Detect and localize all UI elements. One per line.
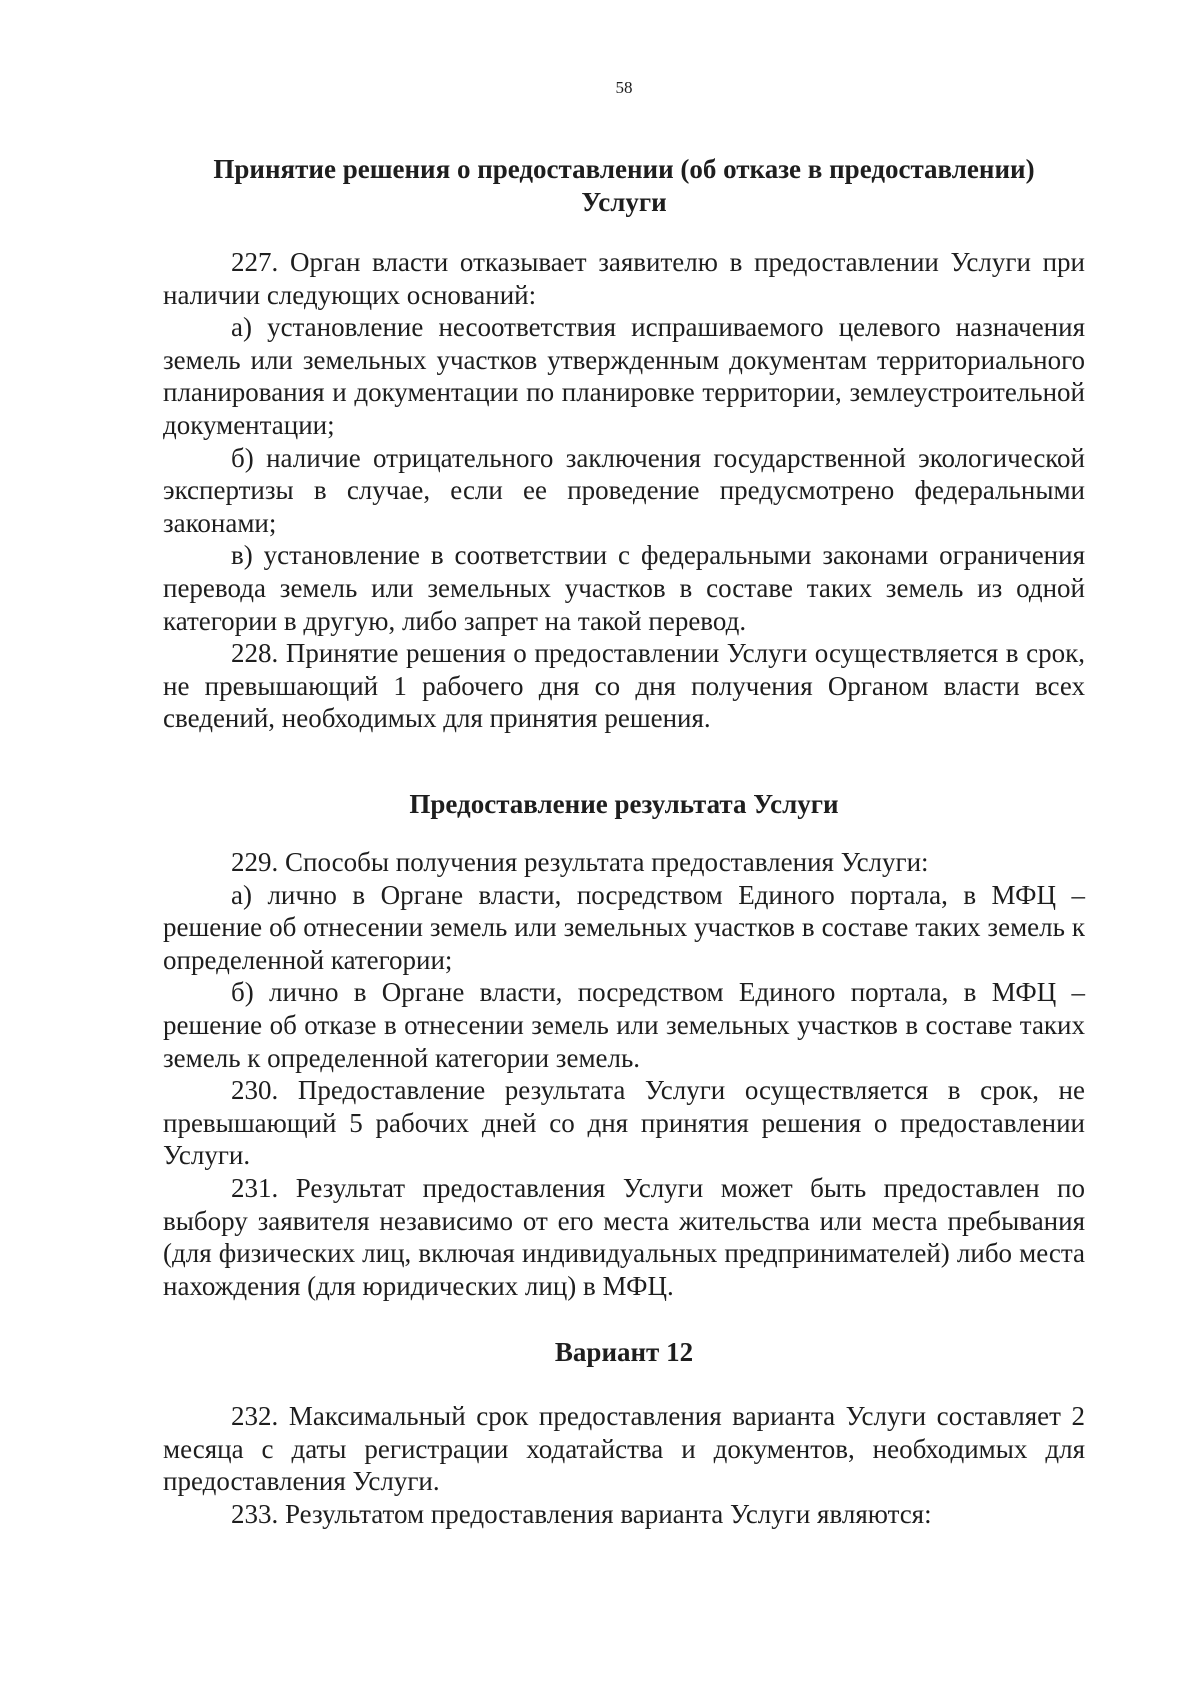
paragraph-227-c: в) установление в соответствии с федеральными законами ограничения перевода земель или земельных участков в составе таких земель из одной категории в другую, либо запрет на такой перевод. <box>163 540 1085 636</box>
paragraph-228: 228. Принятие решения о предоставлении Услуги осуществляется в срок, не превышающий 1 рабочего дня со дня получения Органом власти всех сведений, необходимых для принятия решения. <box>163 638 1085 734</box>
section-heading-line: Услуги <box>581 187 667 217</box>
page-number: 58 <box>615 78 633 97</box>
section-heading-decision <box>163 153 1085 219</box>
paragraph-227-a: а) установление несоответствия испрашиваемого целевого назначения земель или земельных участков утвержденным документам территориального планирования и документации по планировке территории, землеустроительной документации; <box>163 312 1085 440</box>
paragraph-230: 230. Предоставление результата Услуги осуществляется в срок, не превышающий 5 рабочих дней со дня принятия решения о предоставлении Услуги. <box>163 1075 1085 1171</box>
paragraph-229-b: б) лично в Органе власти, посредством Единого портала, в МФЦ – решение об отказе в отнесении земель или земельных участков в составе таких земель к определенной категории земель. <box>163 977 1085 1073</box>
paragraph-231: 231. Результат предоставления Услуги может быть предоставлен по выбору заявителя независимо от его места жительства или места пребывания (для физических лиц, включая индивидуальных предпринимателей) либо места нахождения (для юридических лиц) в МФЦ. <box>163 1172 1085 1301</box>
section-heading-result <box>163 788 1085 821</box>
section-body-result <box>163 846 1085 1302</box>
section-heading-variant <box>163 1336 1085 1369</box>
paragraph-232: 232. Максимальный срок предоставления варианта Услуги составляет 2 месяца с даты регистрации ходатайства и документов, необходимых для предоставления Услуги. <box>163 1401 1085 1497</box>
paragraph-233: 233. Результатом предоставления варианта Услуги являются: <box>231 1498 932 1529</box>
section-heading-line: Предоставление результата Услуги <box>409 789 839 819</box>
paragraph-227-b: б) наличие отрицательного заключения государственной экологической экспертизы в случае, если ее проведение предусмотрено федеральными законами; <box>163 442 1085 538</box>
section-body-variant <box>163 1400 1085 1530</box>
section-heading-line: Принятие решения о предоставлении (об отказе в предоставлении) <box>213 154 1035 184</box>
paragraph-227: 227. Орган власти отказывает заявителю в предоставлении Услуги при наличии следующих оснований: <box>163 247 1085 310</box>
paragraph-229: 229. Способы получения результата предоставления Услуги: <box>231 847 929 877</box>
paragraph-229-a: а) лично в Органе власти, посредством Единого портала, в МФЦ – решение об отнесении земель или земельных участков в составе таких земель к определенной категории; <box>163 879 1085 975</box>
section-heading-line: Вариант 12 <box>554 1337 694 1367</box>
section-body-decision <box>163 246 1085 735</box>
